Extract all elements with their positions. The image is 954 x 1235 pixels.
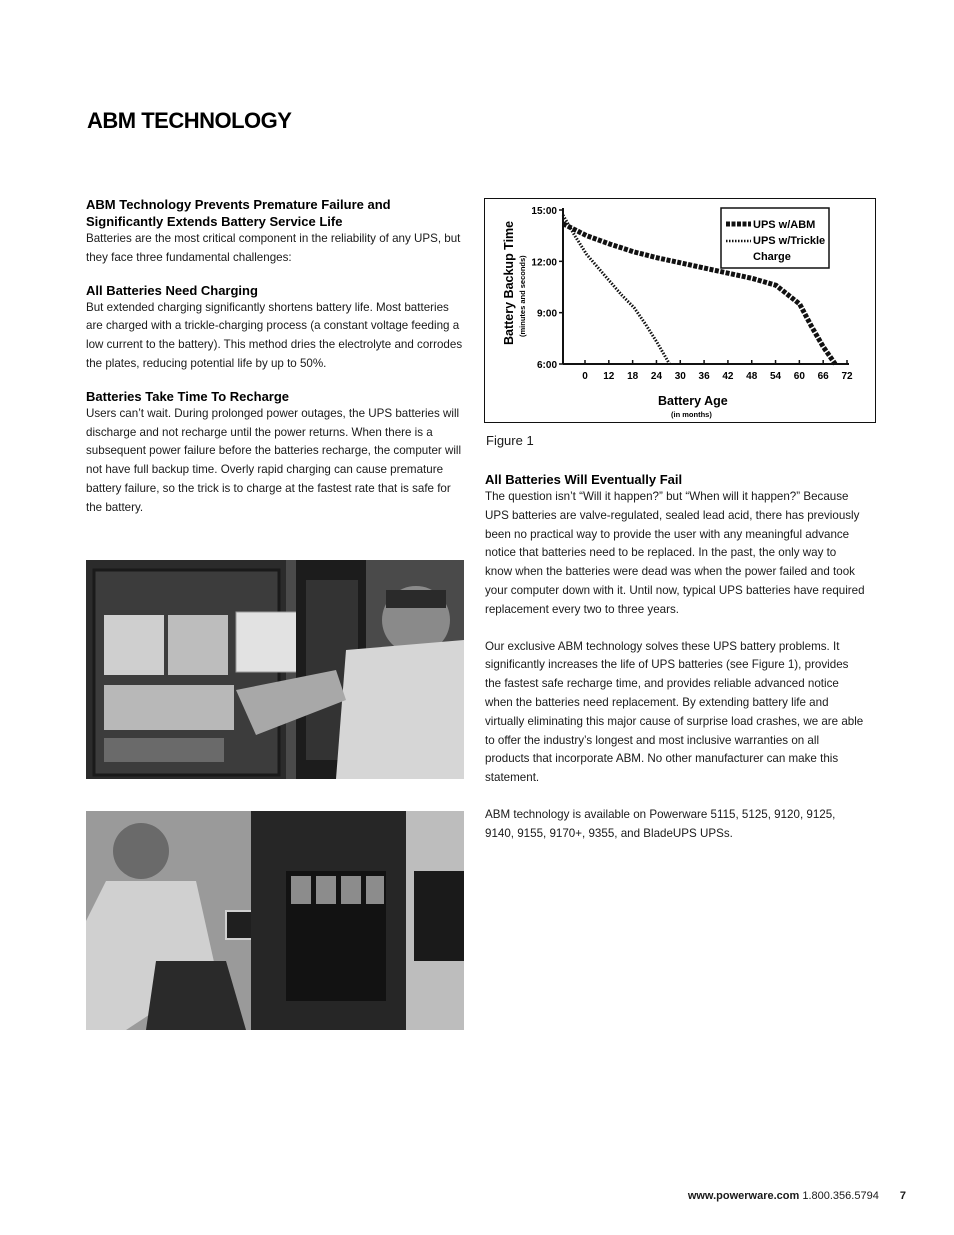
legend-label-abm: UPS w/ABM — [753, 219, 816, 231]
x-tick-label: 12 — [603, 371, 615, 382]
section-heading-need-charging: All Batteries Need Charging — [86, 282, 258, 298]
section-heading-abm-prevents — [86, 196, 464, 230]
y-tick-label: 9:00 — [536, 308, 557, 320]
y-tick-label: 6:00 — [536, 360, 557, 371]
left-column — [86, 196, 464, 518]
x-tick-label: 30 — [674, 371, 686, 382]
photo-technician-installing-module — [86, 811, 464, 1030]
battery-life-chart — [484, 198, 876, 423]
charging-paragraph: But extended charging significantly shortens battery life. Most batteries are charged with a trickle-charging process (a constant voltage feeding a low current to the battery). This method dries the electrolyte and corrodes the plates, reducing potential life by up to 50%. — [86, 300, 463, 370]
chart-svg — [485, 199, 874, 421]
y-axis-sublabel: (minutes and seconds) — [518, 255, 527, 337]
x-tick-label: 66 — [817, 371, 829, 382]
abm-solution-paragraph: Our exclusive ABM technology solves these UPS battery problems. It significantly increases the life of UPS batteries (see Figure 1), provides the fastest safe recharge time, and provides reliable advanced notice when the batteries need replacement. By extending battery life and virtually eliminating this major cause of surprise load crashes, we are able to offer the industry’s longest and most inclusive warranties on all products that incorporate ABM. No other manufacturer can make this statement. — [485, 639, 864, 785]
fail-paragraph: The question isn’t “Will it happen?” but “When will it happen?” Because UPS batteries are valve-regulated, sealed lead acid, there has previously been no practical way to provide the user with any meaningful advance notice that batteries need to be replaced. In the past, the only way to know when the batteries were dead was when the power failed and took your computer down with it. Until now, typical UPS batteries have required replacement every two to three years. — [485, 490, 865, 616]
figure-caption: Figure 1 — [486, 433, 534, 448]
recharge-paragraph: Users can’t wait. During prolonged power outages, the UPS batteries will discharge and not recharge until the power returns. When there is a subsequent power failure before the batteries recharge, the computer will not have full backup time. Overly rapid charging can cause premature battery failure, so the trick is to charge at the fastest rate that is safe for the battery. — [86, 406, 462, 514]
photo-technician-replacing-battery — [86, 560, 464, 779]
x-tick-label: 0 — [582, 371, 588, 382]
availability-paragraph: ABM technology is available on Powerware 5115, 5125, 9120, 9125, 9140, 9155, 9170+, 9355, and BladeUPS UPSs. — [485, 807, 836, 840]
section-heading-eventually-fail: All Batteries Will Eventually Fail — [485, 472, 683, 487]
x-tick-label: 24 — [650, 371, 663, 382]
page-footer — [688, 1190, 906, 1202]
x-tick-label: 48 — [746, 371, 758, 382]
x-tick-label: 72 — [841, 371, 853, 382]
x-tick-label: 42 — [722, 371, 734, 382]
x-tick-label: 60 — [793, 371, 805, 382]
right-column — [485, 471, 865, 844]
y-tick-label: 12:00 — [531, 257, 557, 269]
x-tick-label: 54 — [769, 371, 782, 382]
x-tick-label: 18 — [627, 371, 639, 382]
footer-url[interactable]: www.powerware.com — [687, 1190, 800, 1202]
series-line-trickle — [563, 215, 670, 364]
heading-line-1: ABM Technology Prevents Premature Failure and — [86, 197, 391, 212]
legend-label-trickle-line2: Charge — [753, 251, 791, 263]
x-axis-sublabel: (in months) — [671, 410, 712, 419]
photo-top-image — [86, 560, 464, 779]
x-tick-label: 36 — [698, 371, 710, 382]
y-tick-label: 15:00 — [531, 206, 557, 217]
footer-phone: 1.800.356.5794 — [802, 1190, 879, 1202]
intro-paragraph: Batteries are the most critical component in the reliability of any UPS, but they face three fundamental challenges: — [86, 232, 461, 264]
heading-line-2: Significantly Extends Battery Service Life — [86, 214, 343, 229]
page-number: 7 — [899, 1190, 906, 1202]
photo-bottom-image — [86, 811, 464, 1030]
section-heading-recharge-time: Batteries Take Time To Recharge — [86, 388, 290, 404]
chart-legend — [721, 208, 829, 268]
x-axis-label: Battery Age — [658, 394, 728, 408]
y-axis-label: Battery Backup Time — [502, 220, 516, 345]
legend-label-trickle-line1: UPS w/Trickle — [753, 235, 826, 247]
page-title: ABM TECHNOLOGY — [87, 108, 292, 133]
